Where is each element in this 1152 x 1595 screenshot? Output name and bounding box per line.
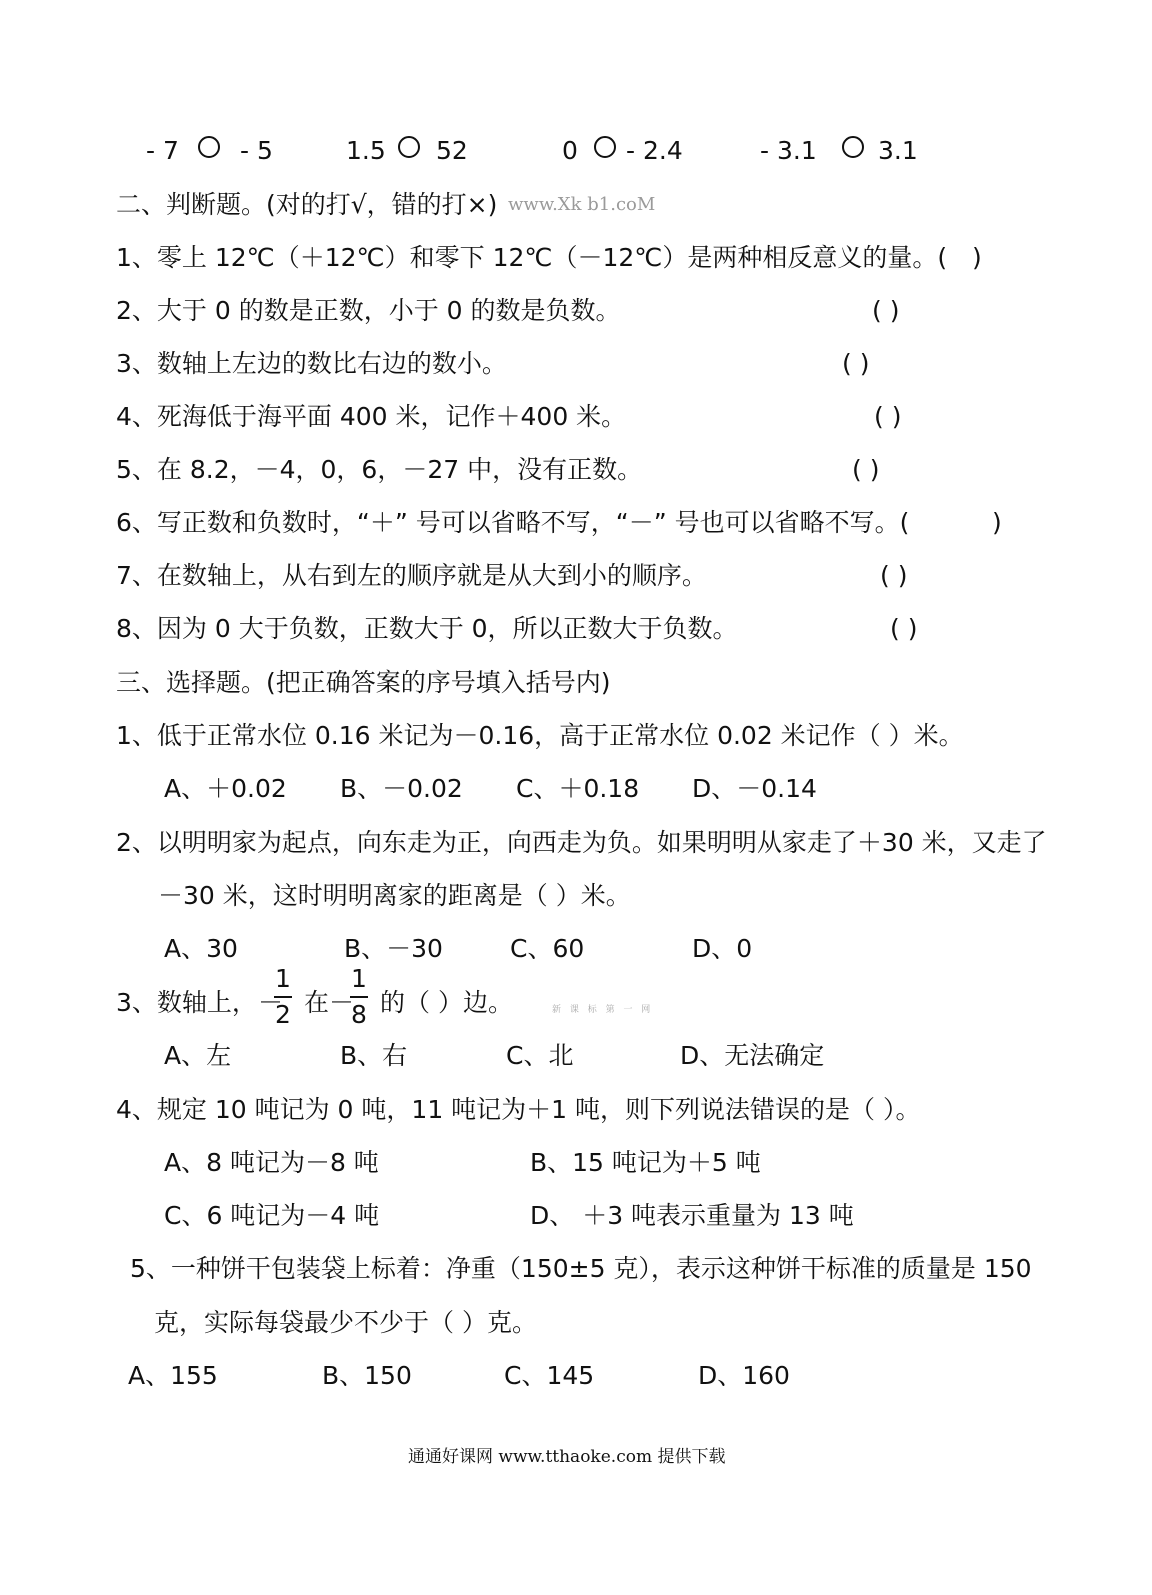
q3-minus-sign: － xyxy=(258,988,284,1017)
fraction-denominator: 2 xyxy=(275,1000,291,1029)
compare-a-1: - 7 xyxy=(146,136,179,165)
q2-option-b[interactable]: B、－30 xyxy=(344,934,443,963)
compare-b-3: - 2.4 xyxy=(626,136,683,165)
choice-q2-line2: －30 米，这时明明离家的距离是（ ）米。 xyxy=(158,881,631,910)
fraction-numerator: 1 xyxy=(351,964,367,993)
choice-q4: 4、规定 10 吨记为 0 吨，11 吨记为＋1 吨，则下列说法错误的是（ ）。 xyxy=(116,1095,921,1124)
q1-option-c[interactable]: C、＋0.18 xyxy=(516,774,640,803)
q2-option-c[interactable]: C、60 xyxy=(510,934,585,963)
judge-item-1: 1、零上 12℃（＋12℃）和零下 12℃（－12℃）是两种相反意义的量。( xyxy=(116,243,948,272)
compare-circle-2[interactable] xyxy=(398,136,420,158)
compare-b-2: 52 xyxy=(436,136,468,165)
choice-heading: 三、选择题。(把正确答案的序号填入括号内) xyxy=(116,668,611,697)
judge-item-3-paren[interactable]: ( ) xyxy=(842,349,870,378)
choice-q1: 1、低于正常水位 0.16 米记为－0.16，高于正常水位 0.02 米记作（ ）米。 xyxy=(116,721,964,750)
q3-option-d[interactable]: D、无法确定 xyxy=(680,1041,825,1070)
choice-q5-line2: 克，实际每袋最少不少于（ ）克。 xyxy=(154,1308,537,1337)
q4-option-c[interactable]: C、6 吨记为－4 吨 xyxy=(164,1201,380,1230)
compare-b-4: 3.1 xyxy=(878,136,918,165)
compare-circle-3[interactable] xyxy=(594,136,616,158)
fraction-one-eighth xyxy=(350,964,368,1030)
q3-option-a[interactable]: A、左 xyxy=(164,1041,232,1070)
judge-heading: 二、判断题。(对的打√，错的打×) xyxy=(116,190,498,219)
fraction-one-half xyxy=(274,964,292,1030)
judge-item-8: 8、因为 0 大于负数，正数大于 0，所以正数大于负数。 xyxy=(116,614,738,643)
compare-a-2: 1.5 xyxy=(346,136,386,165)
judge-item-2: 2、大于 0 的数是正数，小于 0 的数是负数。 xyxy=(116,296,621,325)
q1-option-b[interactable]: B、－0.02 xyxy=(340,774,463,803)
q5-option-c[interactable]: C、145 xyxy=(504,1361,595,1390)
compare-circle-4[interactable] xyxy=(842,136,864,158)
judge-item-3: 3、数轴上左边的数比右边的数小。 xyxy=(116,349,507,378)
q4-option-b[interactable]: B、15 吨记为＋5 吨 xyxy=(530,1148,761,1177)
q5-option-d[interactable]: D、160 xyxy=(698,1361,790,1390)
judge-item-6: 6、写正数和负数时，“＋” 号可以省略不写，“－” 号也可以省略不写。( xyxy=(116,508,910,537)
compare-a-3: 0 xyxy=(562,136,578,165)
compare-a-4: - 3.1 xyxy=(760,136,817,165)
q4-option-a[interactable]: A、8 吨记为－8 吨 xyxy=(164,1148,379,1177)
choice-q3-prefix: 3、数轴上， xyxy=(116,988,257,1017)
compare-circle-1[interactable] xyxy=(198,136,220,158)
fraction-numerator: 1 xyxy=(275,964,291,993)
fraction-denominator: 8 xyxy=(351,1000,367,1029)
judge-item-7-paren[interactable]: ( ) xyxy=(880,561,908,590)
q3-option-c[interactable]: C、北 xyxy=(506,1041,574,1070)
choice-q3-middle: 在－ xyxy=(304,988,355,1017)
page-footer: 通通好课网 www.tthaoke.com 提供下载 xyxy=(408,1447,726,1467)
judge-item-1-paren[interactable]: ) xyxy=(972,243,982,272)
choice-q2-line1: 2、以明明家为起点，向东走为正，向西走为负。如果明明从家走了＋30 米，又走了 xyxy=(116,828,1047,857)
watermark-small: 新 课 标 第 一 网 xyxy=(552,1005,654,1015)
choice-q5-line1: 5、一种饼干包装袋上标着：净重（150±5 克），表示这种饼干标准的质量是 150 xyxy=(130,1254,1032,1283)
judge-item-2-paren[interactable]: ( ) xyxy=(872,296,900,325)
watermark-text: www.Xk b1.coM xyxy=(508,194,656,215)
judge-item-4: 4、死海低于海平面 400 米，记作＋400 米。 xyxy=(116,402,627,431)
choice-q3-suffix: 的（ ）边。 xyxy=(380,988,513,1017)
q3-option-b[interactable]: B、右 xyxy=(340,1041,408,1070)
q1-option-d[interactable]: D、－0.14 xyxy=(692,774,817,803)
q5-option-b[interactable]: B、150 xyxy=(322,1361,412,1390)
judge-item-6-paren[interactable]: ) xyxy=(992,508,1002,537)
judge-item-4-paren[interactable]: ( ) xyxy=(874,402,902,431)
judge-item-5: 5、在 8.2，－4，0，6，－27 中，没有正数。 xyxy=(116,455,643,484)
q2-option-d[interactable]: D、0 xyxy=(692,934,753,963)
compare-b-1: - 5 xyxy=(240,136,273,165)
judge-item-5-paren[interactable]: ( ) xyxy=(852,455,880,484)
q2-option-a[interactable]: A、30 xyxy=(164,934,238,963)
q1-option-a[interactable]: A、＋0.02 xyxy=(164,774,287,803)
judge-item-8-paren[interactable]: ( ) xyxy=(890,614,918,643)
judge-item-7: 7、在数轴上，从右到左的顺序就是从大到小的顺序。 xyxy=(116,561,707,590)
q5-option-a[interactable]: A、155 xyxy=(128,1361,218,1390)
q4-option-d[interactable]: D、 ＋3 吨表示重量为 13 吨 xyxy=(530,1201,854,1230)
